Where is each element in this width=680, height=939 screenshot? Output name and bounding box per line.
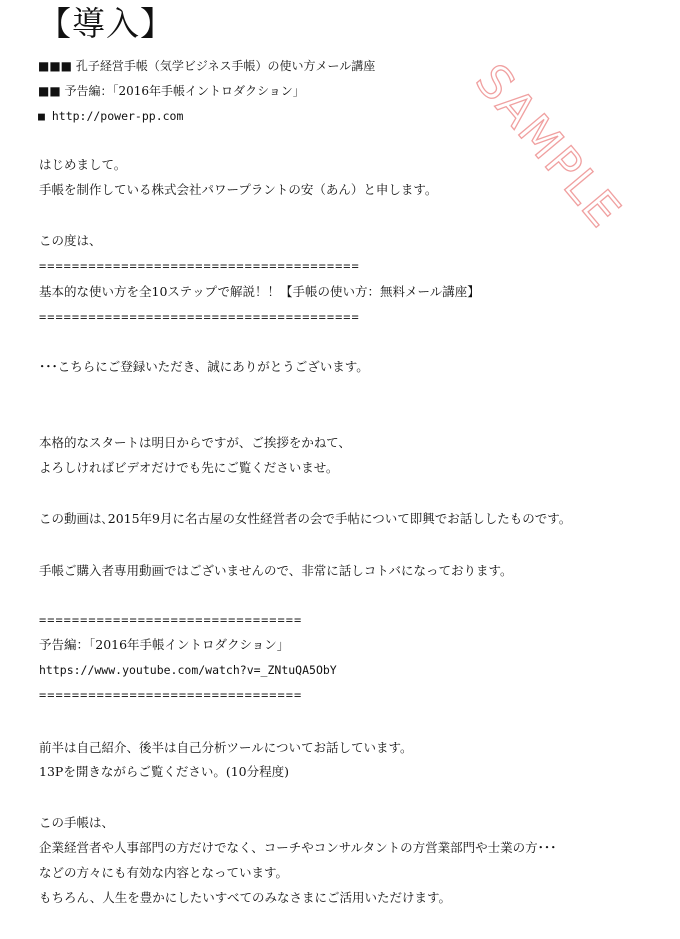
- video-description-line: この動画は､2015年9月に名古屋の女性経営者の会で手帖について即興でお話ししたものです。: [39, 511, 572, 526]
- course-title-line: 基本的な使い方を全10ステップで解説！！【手帳の使い方：無料メール講座】: [39, 284, 480, 299]
- preview-label: 予告編：「2016年手帳イントロダクション」: [39, 637, 290, 652]
- divider-rule: =======================================: [39, 310, 360, 324]
- video-suggestion-line: よろしければビデオだけでも先にご覧くださいませ。: [39, 460, 339, 475]
- self-introduction-line: 手帳を制作している株式会社パワープラントの安（あん）と申します。: [39, 182, 438, 197]
- divider-rule: =======================================: [39, 259, 360, 273]
- start-line: 本格的なスタートは明日からですが、ご挨拶をかねて、: [39, 435, 351, 450]
- notebook-effective-line: などの方々にも有効な内容となっています。: [39, 865, 289, 880]
- content-summary-line: 前半は自己紹介、後半は自己分析ツールについてお話しています。: [39, 740, 413, 755]
- youtube-link[interactable]: https://www.youtube.com/watch?v=_ZNtuQA5ObY: [39, 663, 337, 677]
- header-website-link[interactable]: ■ http://power-pp.com: [38, 109, 184, 123]
- header-course-line: ■■■ 孔子経営手帳（気学ビジネス手帳）の使い方メール講座: [38, 59, 376, 73]
- not-exclusive-line: 手帳ご購入者専用動画ではございませんので、非常に話しコトバになっております。: [39, 563, 513, 578]
- thanks-line: ･･･こちらにご登録いただき、誠にありがとうございます。: [39, 359, 369, 374]
- divider-rule: ================================: [39, 688, 303, 702]
- page-title: 【導入】: [38, 4, 174, 43]
- notebook-intro-line: この手帳は、: [39, 815, 115, 830]
- notebook-audience-line: 企業経営者や人事部門の方だけでなく、コーチやコンサルタントの方営業部門や士業の方･･･: [39, 840, 557, 855]
- greeting-line: はじめまして。: [39, 157, 127, 172]
- header-preview-line: ■■ 予告編：「2016年手帳イントロダクション」: [38, 84, 305, 98]
- divider-rule: ================================: [39, 613, 303, 627]
- viewing-instruction-line: 13Pを開きながらご覧ください。(10分程度): [39, 764, 289, 779]
- intro-line: この度は、: [39, 233, 102, 248]
- sample-watermark: SAMPLE: [465, 53, 633, 239]
- notebook-everyone-line: もちろん、人生を豊かにしたいすべてのみなさまにご活用いただけます。: [39, 890, 452, 905]
